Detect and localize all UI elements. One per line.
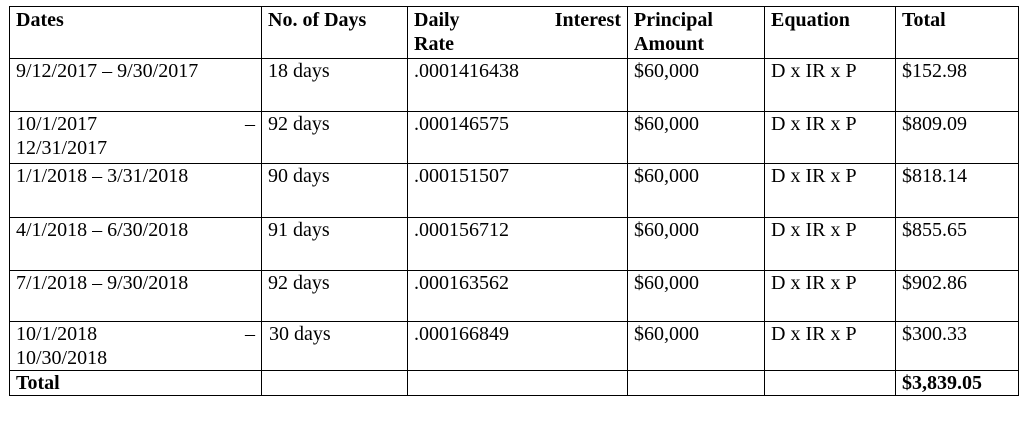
cell-principal: $60,000 — [628, 271, 765, 322]
cell-equation: D x IR x P — [765, 271, 896, 322]
cell-rate: .000146575 — [408, 112, 628, 164]
cell-equation: D x IR x P — [765, 322, 896, 371]
cell-equation: D x IR x P — [765, 218, 896, 271]
cell-days: 91 days — [262, 218, 408, 271]
table-row — [10, 218, 1019, 271]
cell-principal: $60,000 — [628, 59, 765, 112]
header-equation: Equation — [765, 7, 896, 59]
cell-days: 18 days — [262, 59, 408, 112]
cell-dates: 1/1/2018 – 3/31/2018 — [10, 164, 262, 218]
header-principal-amount — [628, 7, 765, 59]
cell-principal: $60,000 — [628, 218, 765, 271]
header-total: Total — [896, 7, 1019, 59]
table-row — [10, 271, 1019, 322]
cell-total: $152.98 — [896, 59, 1019, 112]
cell-dates: 7/1/2018 – 9/30/2018 — [10, 271, 262, 322]
cell-dates — [10, 112, 262, 164]
cell-dates: 4/1/2018 – 6/30/2018 — [10, 218, 262, 271]
cell-days: 92 days — [262, 112, 408, 164]
cell-dates-end: 10/30/2018 — [16, 347, 108, 369]
cell-total: $818.14 — [896, 164, 1019, 218]
header-principal-line1: Principal — [634, 9, 713, 31]
cell-total: $855.65 — [896, 218, 1019, 271]
total-empty-cell — [628, 371, 765, 396]
table-row — [10, 112, 1019, 164]
total-empty-cell — [262, 371, 408, 396]
header-rate-word-interest: Interest — [554, 9, 621, 31]
cell-dates-dash: – — [245, 113, 255, 135]
cell-equation: D x IR x P — [765, 164, 896, 218]
header-rate-word-rate: Rate — [414, 33, 454, 55]
cell-equation: D x IR x P — [765, 59, 896, 112]
interest-table-container — [9, 6, 1019, 396]
cell-dates-dash: – — [245, 323, 255, 345]
table-row — [10, 59, 1019, 112]
header-days: No. of Days — [262, 7, 408, 59]
total-row — [10, 371, 1019, 396]
cell-dates-end: 12/31/2017 — [16, 137, 108, 159]
cell-total: $902.86 — [896, 271, 1019, 322]
cell-days: 90 days — [262, 164, 408, 218]
cell-rate: .000166849 — [408, 322, 628, 371]
header-row — [10, 7, 1019, 59]
cell-total: $809.09 — [896, 112, 1019, 164]
cell-dates: 9/12/2017 – 9/30/2017 — [10, 59, 262, 112]
cell-days: 92 days — [262, 271, 408, 322]
total-empty-cell — [408, 371, 628, 396]
cell-dates-start: 10/1/2017 — [16, 113, 98, 135]
interest-calculation-table — [9, 6, 1019, 396]
header-principal-line2: Amount — [634, 33, 705, 55]
cell-rate: .000163562 — [408, 271, 628, 322]
cell-principal: $60,000 — [628, 112, 765, 164]
total-empty-cell — [765, 371, 896, 396]
grand-total-value: $3,839.05 — [896, 371, 1019, 396]
cell-rate: .0001416438 — [408, 59, 628, 112]
header-daily-interest-rate — [408, 7, 628, 59]
cell-total: $300.33 — [896, 322, 1019, 371]
table-row — [10, 322, 1019, 371]
cell-rate: .000151507 — [408, 164, 628, 218]
cell-equation: D x IR x P — [765, 112, 896, 164]
header-dates: Dates — [10, 7, 262, 59]
total-label: Total — [10, 371, 262, 396]
cell-principal: $60,000 — [628, 322, 765, 371]
cell-dates-start: 10/1/2018 — [16, 323, 98, 345]
cell-rate: .000156712 — [408, 218, 628, 271]
cell-days: 30 days — [262, 322, 408, 371]
cell-principal: $60,000 — [628, 164, 765, 218]
header-rate-word-daily: Daily — [414, 9, 460, 31]
table-row — [10, 164, 1019, 218]
cell-dates — [10, 322, 262, 371]
